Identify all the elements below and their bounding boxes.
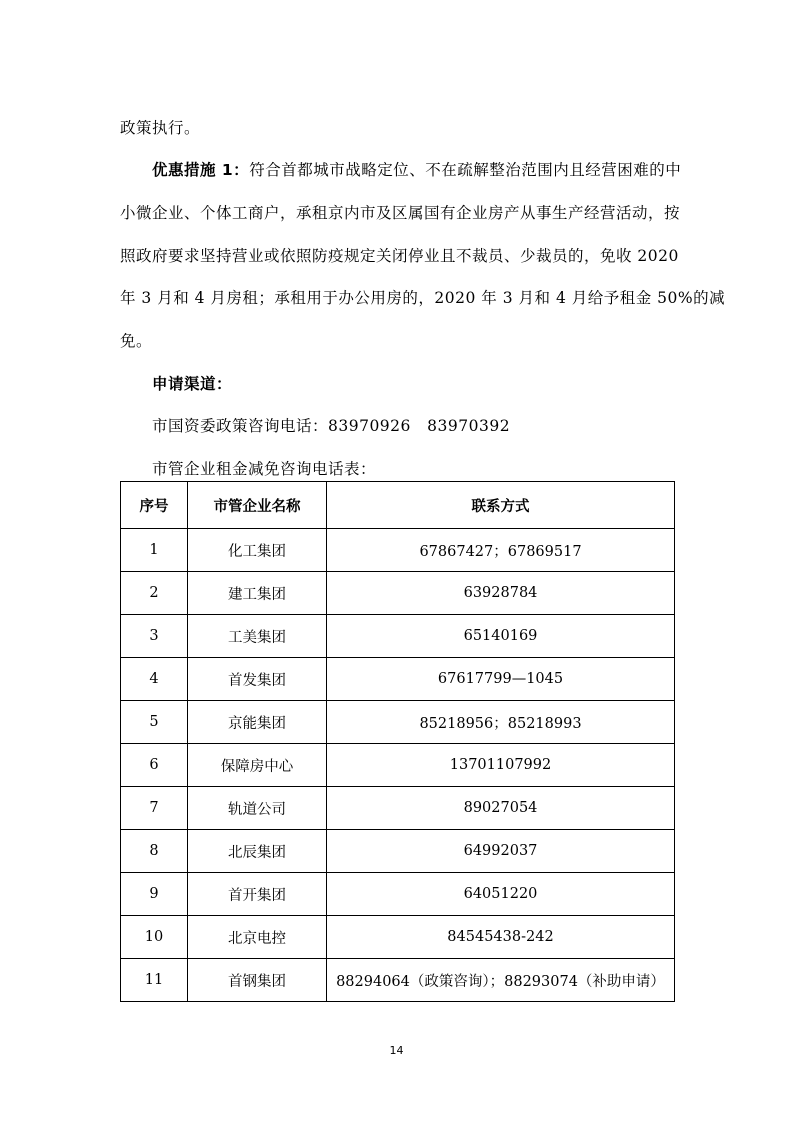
- table-row: [121, 701, 675, 744]
- row-contact: 88294064（政策咨询）；88293074（补助申请）: [327, 959, 675, 1002]
- header-company: 市管企业名称: [188, 482, 327, 529]
- table-header-row: [121, 482, 675, 529]
- contact-table: [120, 481, 675, 1002]
- table-row: [121, 830, 675, 873]
- row-company: 首钢集团: [188, 959, 327, 1002]
- table-row: [121, 658, 675, 701]
- row-index: 3: [121, 615, 188, 658]
- table-row: [121, 873, 675, 916]
- row-contact: 67617799—1045: [327, 658, 675, 701]
- row-contact: 89027054: [327, 787, 675, 830]
- row-contact: 67867427；67869517: [327, 529, 675, 572]
- row-contact: 64992037: [327, 830, 675, 873]
- paragraph-line-1: 政策执行。: [120, 119, 201, 137]
- row-company: 建工集团: [188, 572, 327, 615]
- row-contact: 84545438-242: [327, 916, 675, 959]
- row-contact: 85218956；85218993: [327, 701, 675, 744]
- row-company: 保障房中心: [188, 744, 327, 787]
- measure-label: 优惠措施 1：: [152, 161, 250, 179]
- table-row: [121, 744, 675, 787]
- row-contact: 13701107992: [327, 744, 675, 787]
- row-company: 京能集团: [188, 701, 327, 744]
- row-index: 5: [121, 701, 188, 744]
- row-index: 9: [121, 873, 188, 916]
- paragraph-line-2: [152, 158, 681, 180]
- channel-label: 申请渠道：: [152, 375, 233, 393]
- table-row: [121, 529, 675, 572]
- row-index: 4: [121, 658, 188, 701]
- table-caption: 市管企业租金减免咨询电话表：: [152, 460, 377, 478]
- row-index: 8: [121, 830, 188, 873]
- row-index: 7: [121, 787, 188, 830]
- header-contact: 联系方式: [327, 482, 675, 529]
- paragraph-line-3: 小微企业、个体工商户，承租京内市及区属国有企业房产从事生产经营活动，按: [120, 204, 681, 222]
- header-index: 序号: [121, 482, 188, 529]
- row-index: 1: [121, 529, 188, 572]
- paragraph-line-6: 免。: [120, 332, 153, 350]
- row-index: 6: [121, 744, 188, 787]
- row-company: 工美集团: [188, 615, 327, 658]
- row-contact: 65140169: [327, 615, 675, 658]
- row-index: 11: [121, 959, 188, 1002]
- row-company: 轨道公司: [188, 787, 327, 830]
- row-company: 化工集团: [188, 529, 327, 572]
- table-row: [121, 959, 675, 1002]
- row-company: 北京电控: [188, 916, 327, 959]
- row-contact: 63928784: [327, 572, 675, 615]
- row-company: 首发集团: [188, 658, 327, 701]
- measure-text: 符合首都城市战略定位、不在疏解整治范围内且经营困难的中: [249, 161, 682, 179]
- hotline-text: 市国资委政策咨询电话：83970926 83970392: [152, 417, 511, 435]
- row-index: 2: [121, 572, 188, 615]
- paragraph-line-5: 年 3 月和 4 月房租；承租用于办公用房的，2020 年 3 月和 4 月给予租金 50%的减: [120, 289, 726, 307]
- table-row: [121, 787, 675, 830]
- row-contact: 64051220: [327, 873, 675, 916]
- page-number: 14: [389, 1044, 404, 1057]
- table-row: [121, 916, 675, 959]
- table-row: [121, 572, 675, 615]
- row-company: 北辰集团: [188, 830, 327, 873]
- table-row: [121, 615, 675, 658]
- row-index: 10: [121, 916, 188, 959]
- paragraph-line-4: 照政府要求坚持营业或依照防疫规定关闭停业且不裁员、少裁员的，免收 2020: [120, 247, 679, 265]
- row-company: 首开集团: [188, 873, 327, 916]
